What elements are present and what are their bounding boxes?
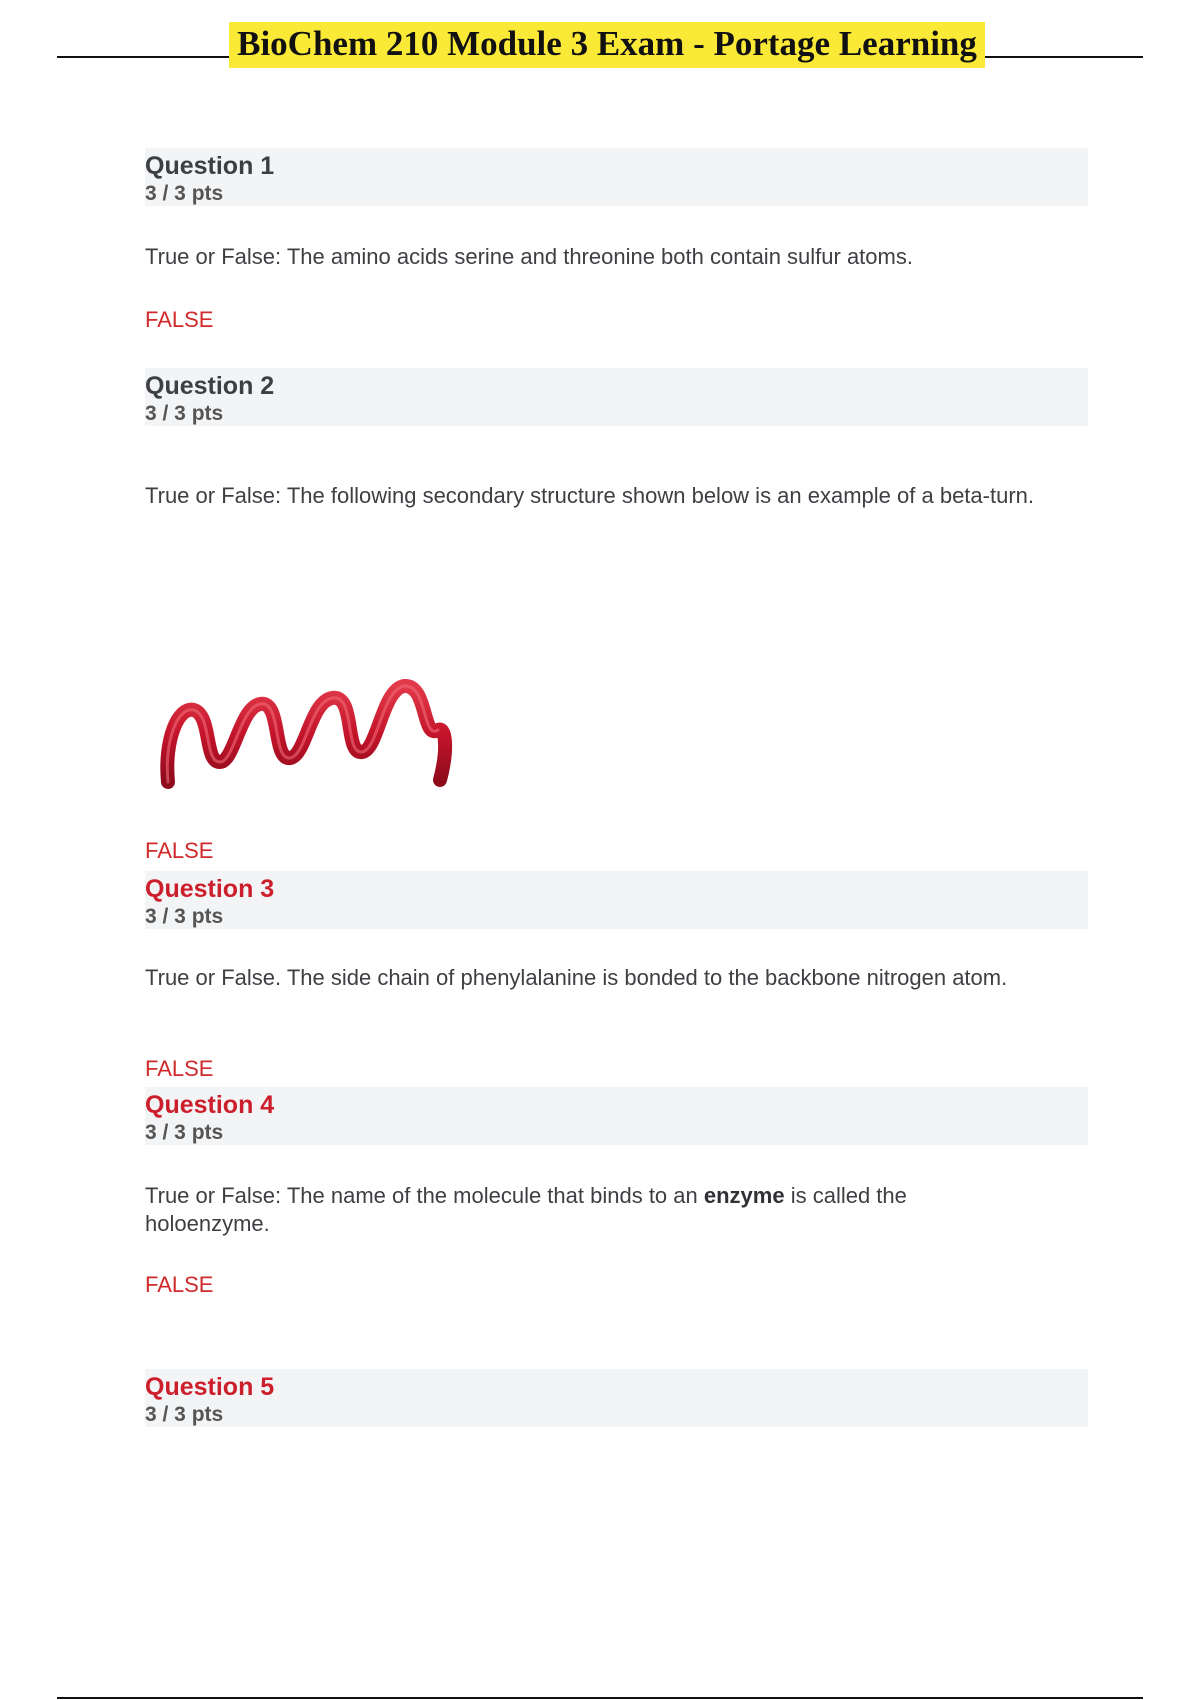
question-header [145, 1087, 1088, 1145]
question-title: Question 4 [145, 1091, 275, 1119]
question-header [145, 368, 1088, 426]
question-text: True or False. The side chain of phenylalanine is bonded to the backbone nitrogen atom. [145, 965, 1008, 990]
question-points: 3 / 3 pts [145, 182, 224, 205]
answer-text: FALSE [145, 1272, 214, 1297]
question-points: 3 / 3 pts [145, 1121, 224, 1144]
question-header [145, 148, 1088, 206]
question-points: 3 / 3 pts [145, 1403, 224, 1426]
question-title: Question 5 [145, 1373, 275, 1401]
question-points: 3 / 3 pts [145, 905, 224, 928]
question-text-part: True or False: The name of the molecule that binds to an [145, 1183, 704, 1208]
question-text [145, 1182, 1025, 1238]
question-title: Question 2 [145, 372, 275, 400]
question-title: Question 3 [145, 875, 275, 903]
title-container [0, 22, 1200, 68]
question-text: True or False: The following secondary structure shown below is an example of a beta-turn. [145, 483, 1035, 508]
question-header [145, 871, 1088, 929]
footer-rule [57, 1697, 1143, 1699]
answer-text: FALSE [145, 307, 214, 332]
question-title: Question 1 [145, 152, 275, 180]
answer-text: FALSE [145, 838, 214, 863]
question-points: 3 / 3 pts [145, 402, 224, 425]
answer-text: FALSE [145, 1056, 214, 1081]
document-title: BioChem 210 Module 3 Exam - Portage Learning [229, 22, 985, 68]
question-header [145, 1369, 1088, 1427]
alpha-helix-image [160, 670, 460, 800]
question-text-part: is called the holoenzyme. [145, 1183, 907, 1236]
question-text: True or False: The amino acids serine and threonine both contain sulfur atoms. [145, 244, 913, 269]
question-text-bold: enzyme [703, 1183, 785, 1208]
